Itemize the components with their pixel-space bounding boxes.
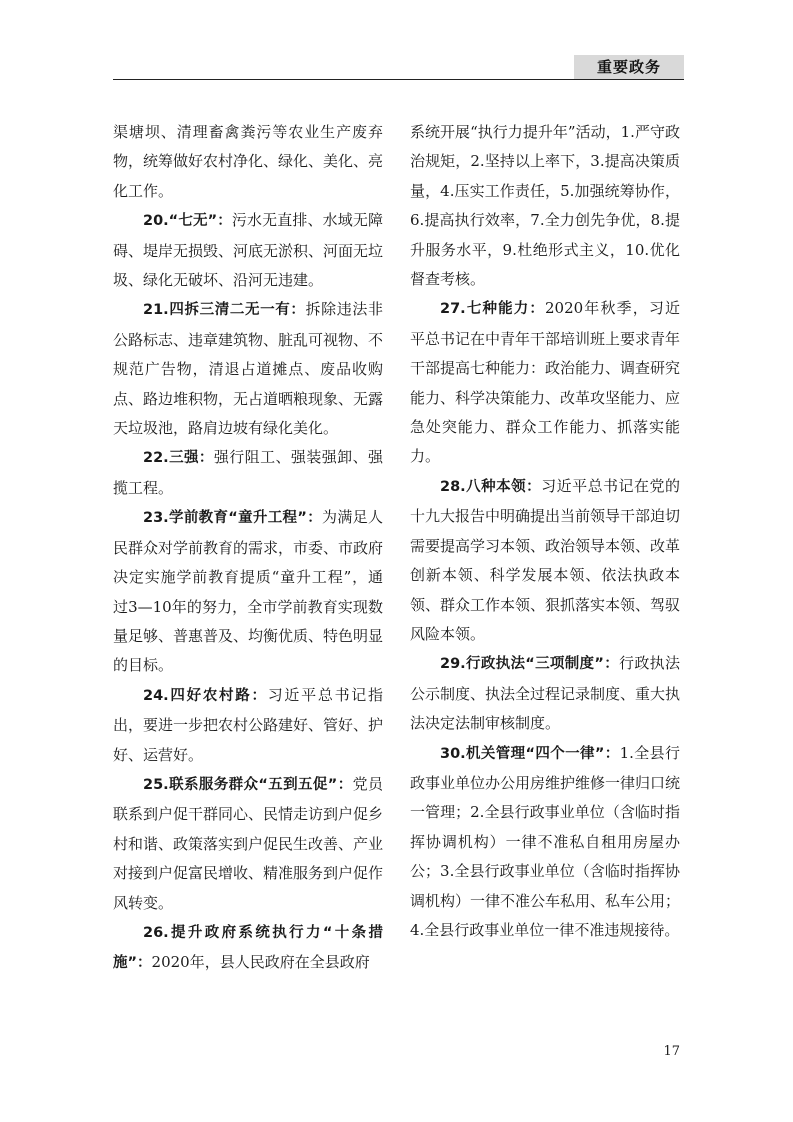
term-definition: 2020年，县人民政府在全县政府 (151, 953, 370, 972)
term-heading: 26.提升政府系统执行力“十条措施”： (113, 924, 383, 972)
term-definition: 党员联系到户促干群同心、民情走访到户促乡村和谐、政策落实到户促民生改善、产业对接到户促富民增收、精准服务到户促作风转变。 (113, 774, 384, 912)
glossary-item-27 (410, 294, 680, 471)
term-definition: 强行阻工、强装强卸、强揽工程。 (113, 448, 383, 497)
term-definition: 习近平总书记指出，要进一步把农村公路建好、管好、护好、运营好。 (113, 685, 384, 764)
left-column (113, 118, 383, 979)
glossary-item-24 (113, 681, 383, 770)
term-heading: 23.学前教育“童升工程”： (143, 510, 323, 527)
term-definition: 2020年秋季，习近平总书记在中青年干部培训班上要求青年干部提高七种能力：政治能力、调查研究能力、科学决策能力、改革攻坚能力、应急处突能力、群众工作能力、抓落实能力。 (410, 299, 681, 466)
term-heading: 25.联系服务群众“五到五促”： (143, 776, 353, 793)
section-label: 重要政务 (574, 55, 684, 79)
right-column (410, 118, 680, 945)
term-definition: 1.全县行政事业单位办公用房维护维修一律归口统一管理；2.全县行政事业单位（含临时指挥协调机构）一律不准私自租用房屋办公；3.全县行政事业单位（含临时指挥协调机构）一律不准公车私用、私车公用；4.全县行政事业单位一律不准违规接待。 (410, 743, 681, 939)
header-rule (113, 79, 684, 80)
glossary-item-23 (113, 503, 383, 680)
glossary-item-28 (410, 472, 680, 649)
term-definition: 为满足人民群众对学前教育的需求，市委、市政府决定实施学前教育提质“童升工程”，通过3—10年的努力，全市学前教育实现数量足够、普惠普及、均衡优质、特色明显的目标。 (113, 508, 384, 675)
term-heading: 30.机关管理“四个一律”： (440, 745, 620, 762)
term-definition: 拆除违法非公路标志、违章建筑物、脏乱可视物、不规范广告物，清退占道摊点、废品收购点、路边堆积物，无占道晒粮现象、无露天垃圾池，路肩边坡有绿化美化。 (113, 300, 384, 438)
paragraph-continuation: 渠塘坝、清理畜禽粪污等农业生产废弃物，统筹做好农村净化、绿化、美化、亮化工作。 (113, 123, 384, 200)
glossary-item-22 (113, 443, 383, 503)
term-heading: 28.八种本领： (440, 478, 542, 495)
glossary-item-30 (410, 739, 680, 946)
glossary-item-21 (113, 295, 383, 443)
term-heading: 29.行政执法“三项制度”： (440, 656, 620, 673)
glossary-item-25 (113, 770, 383, 918)
term-heading: 22.三强： (143, 450, 214, 467)
glossary-item-29 (410, 649, 680, 738)
term-heading: 21.四拆三清二无一有： (143, 302, 306, 319)
term-heading: 27.七种能力： (440, 301, 545, 318)
term-heading: 24.四好农村路： (143, 687, 268, 704)
page-number: 17 (663, 1044, 680, 1059)
term-definition: 习近平总书记在党的十九大报告中明确提出当前领导干部迫切需要提高学习本领、政治领导本领、改革创新本领、科学发展本领、依法执政本领、群众工作本领、狠抓落实本领、驾驭风险本领。 (410, 476, 681, 643)
glossary-item-26 (113, 918, 383, 979)
term-definition: 行政执法公示制度、执法全过程记录制度、重大执法决定法制审核制度。 (410, 654, 681, 733)
glossary-item-20 (113, 206, 383, 295)
paragraph-continuation: 系统开展“执行力提升年”活动，1.严守政治规矩，2.坚持以上率下，3.提高决策质量，4.压实工作责任，5.加强统筹协作，6.提高执行效率，7.全力创先争优，8.提升服务水平，9.杜绝形式主义，10.优化督查考核。 (410, 123, 680, 289)
term-heading: 20.“七无”： (143, 213, 232, 230)
term-definition: 污水无直排、水域无障碍、堤岸无损毁、河底无淤积、河面无垃圾、绿化无破坏、沿河无违建。 (113, 211, 384, 290)
